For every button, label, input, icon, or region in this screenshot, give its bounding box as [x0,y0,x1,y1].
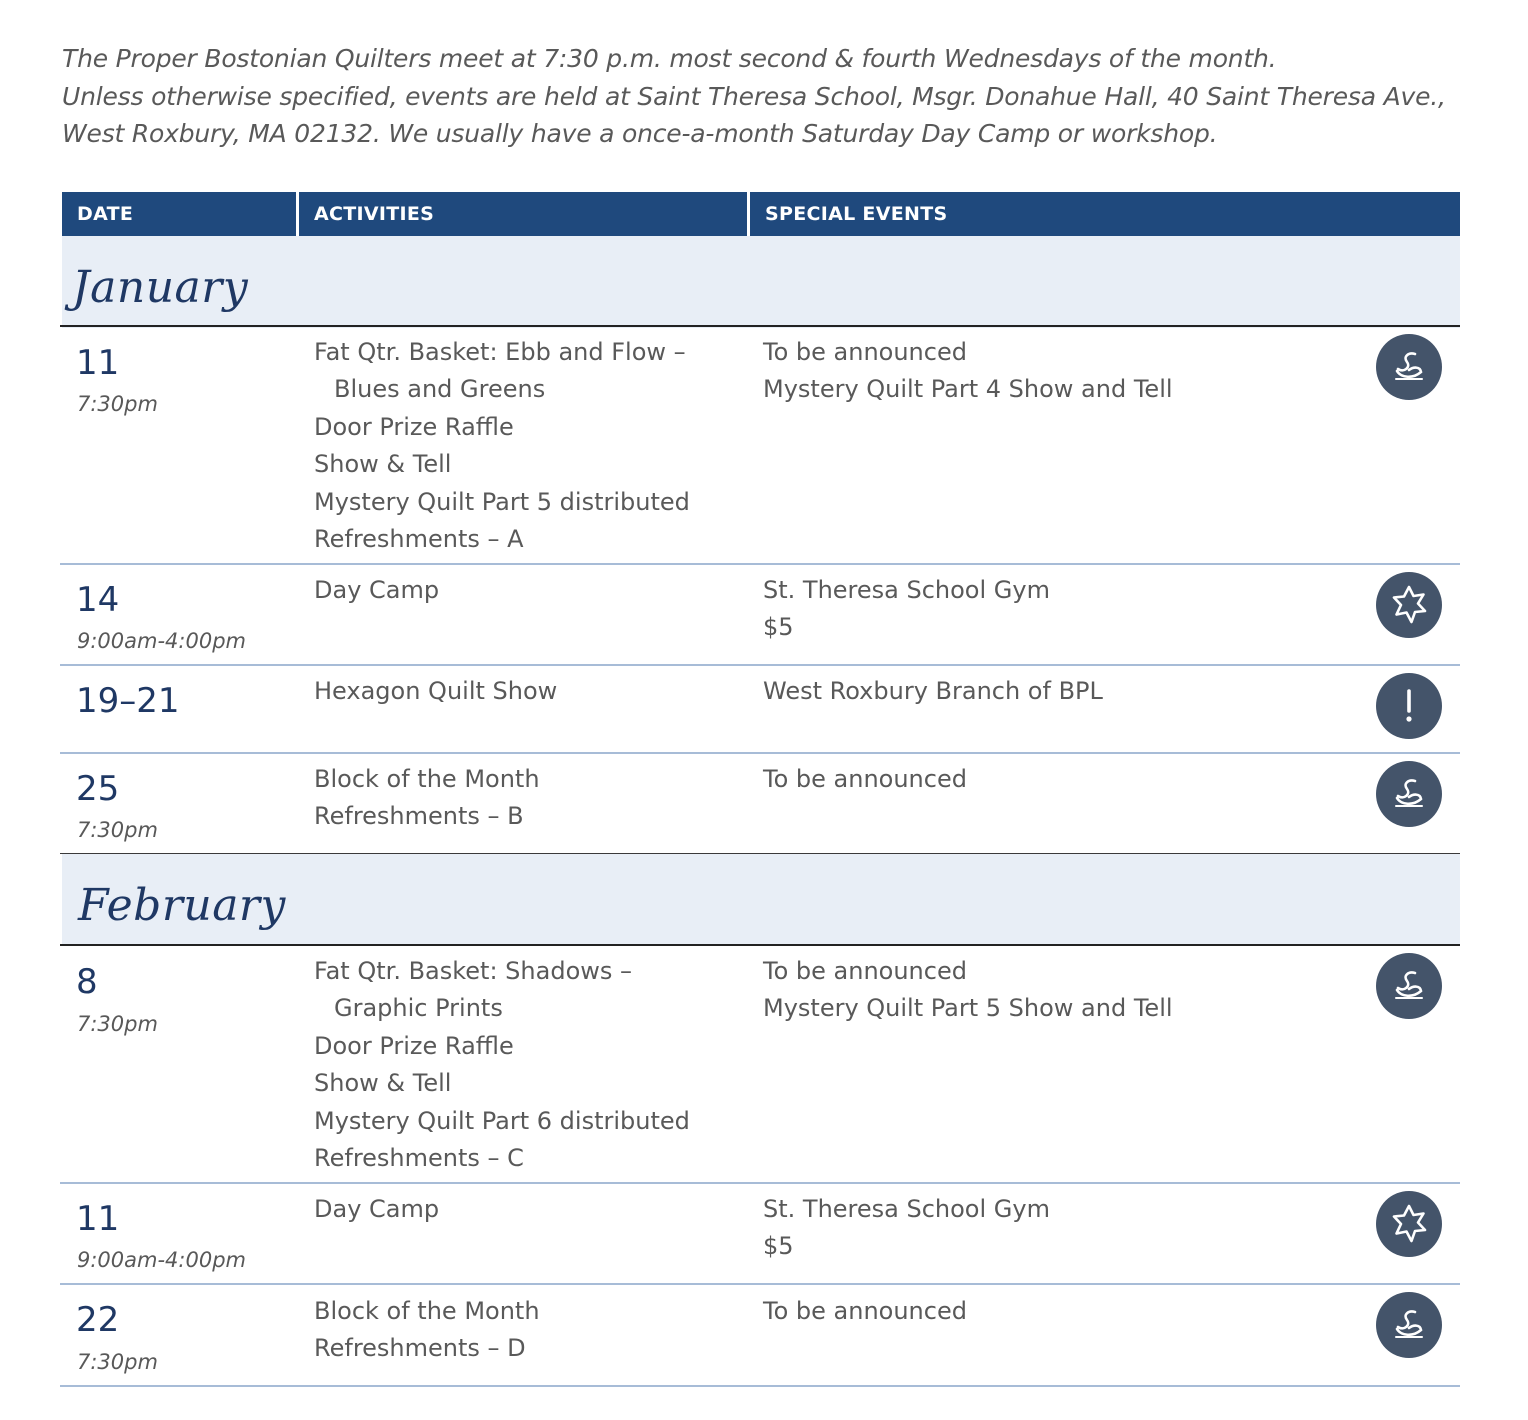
row-divider [60,563,1460,565]
special-line: West Roxbury Branch of BPL [763,677,1103,705]
event-activities [314,1191,439,1228]
intro-line: Unless otherwise specified, events are held at Saint Theresa School, Msgr. Donahue Hall, 40 Saint Theresa Ave., [62,81,1446,111]
special-line: $5 [763,613,794,642]
month-divider [60,325,1460,327]
activity-line: Door Prize Raffle [314,1031,514,1060]
special-line: To be announced [763,957,967,985]
month-divider [60,944,1460,946]
special-line: To be announced [763,765,967,793]
intro-line: The Proper Bostonian Quilters meet at 7:30 p.m. most second & fourth Wednesdays of the month. [62,44,1277,73]
event-date: 22 [76,1300,120,1340]
header-activities: ACTIVITIES [299,192,747,236]
activity-line: Show & Tell [314,450,452,479]
activity-line: Fat Qtr. Basket: Shadows – [314,957,633,985]
event-activities [314,761,540,836]
activity-line: Show & Tell [314,1069,452,1098]
event-activities [314,953,690,1177]
swan-icon [1376,953,1442,1019]
special-line: Mystery Quilt Part 4 Show and Tell [763,375,1173,404]
table-header [62,192,1460,236]
event-activities [314,334,690,558]
event-time: 7:30pm [77,1350,158,1374]
activity-line: Blues and Greens [334,375,546,404]
month-title: January [72,262,249,313]
activity-line: Refreshments – C [314,1144,524,1173]
event-time: 7:30pm [77,1012,158,1036]
intro-paragraph [62,40,1482,153]
activity-line: Day Camp [314,576,440,604]
event-date: 8 [76,962,98,1002]
header-special-events: SPECIAL EVENTS [750,192,1460,236]
event-date: 11 [76,343,120,383]
swan-icon [1376,761,1442,827]
special-line: To be announced [763,338,967,366]
event-date: 25 [76,769,120,809]
activity-line: Mystery Quilt Part 5 distributed [314,487,690,516]
activity-line: Door Prize Raffle [314,412,514,441]
event-date: 11 [76,1199,120,1239]
activity-line: Mystery Quilt Part 6 distributed [314,1106,690,1135]
exclamation-icon [1376,673,1442,739]
activity-line: Fat Qtr. Basket: Ebb and Flow – [314,338,686,366]
activity-line: Refreshments – B [314,802,524,831]
special-line: St. Theresa School Gym [763,1195,1050,1223]
activity-line: Day Camp [314,1195,440,1223]
activity-line: Refreshments – D [314,1334,526,1363]
row-divider [60,752,1460,754]
header-date: DATE [62,192,296,236]
event-time: 7:30pm [77,818,158,842]
special-line: St. Theresa School Gym [763,576,1050,604]
event-special [763,953,1173,1028]
event-special [763,1191,1050,1266]
event-special [763,673,1103,710]
activity-line: Block of the Month [314,765,540,793]
row-divider [60,664,1460,666]
star-icon [1376,1191,1442,1257]
swan-icon [1376,334,1442,400]
event-date: 19–21 [76,681,180,721]
event-special [763,572,1050,647]
event-time: 9:00am-4:00pm [77,629,247,653]
activity-line: Hexagon Quilt Show [314,677,558,705]
activity-line: Graphic Prints [334,994,503,1023]
event-time: 9:00am-4:00pm [77,1248,247,1272]
star-icon [1376,572,1442,638]
activity-line: Refreshments – A [314,525,524,554]
event-special [763,334,1173,409]
intro-line: West Roxbury, MA 02132. We usually have a once-a-month Saturday Day Camp or workshop. [62,119,1218,148]
event-activities [314,1293,540,1368]
event-date: 14 [76,580,120,620]
special-line: $5 [763,1232,794,1261]
row-divider [60,1182,1460,1184]
month-title: February [78,880,286,931]
event-activities [314,673,557,710]
row-divider [60,1283,1460,1285]
event-special [763,1293,967,1330]
special-line: Mystery Quilt Part 5 Show and Tell [763,994,1173,1023]
row-divider [60,1385,1460,1387]
month-band-january [62,236,1460,328]
activity-line: Block of the Month [314,1297,540,1325]
event-special [763,761,967,798]
special-line: To be announced [763,1297,967,1325]
swan-icon [1376,1292,1442,1358]
event-time: 7:30pm [77,392,158,416]
event-activities [314,572,439,609]
